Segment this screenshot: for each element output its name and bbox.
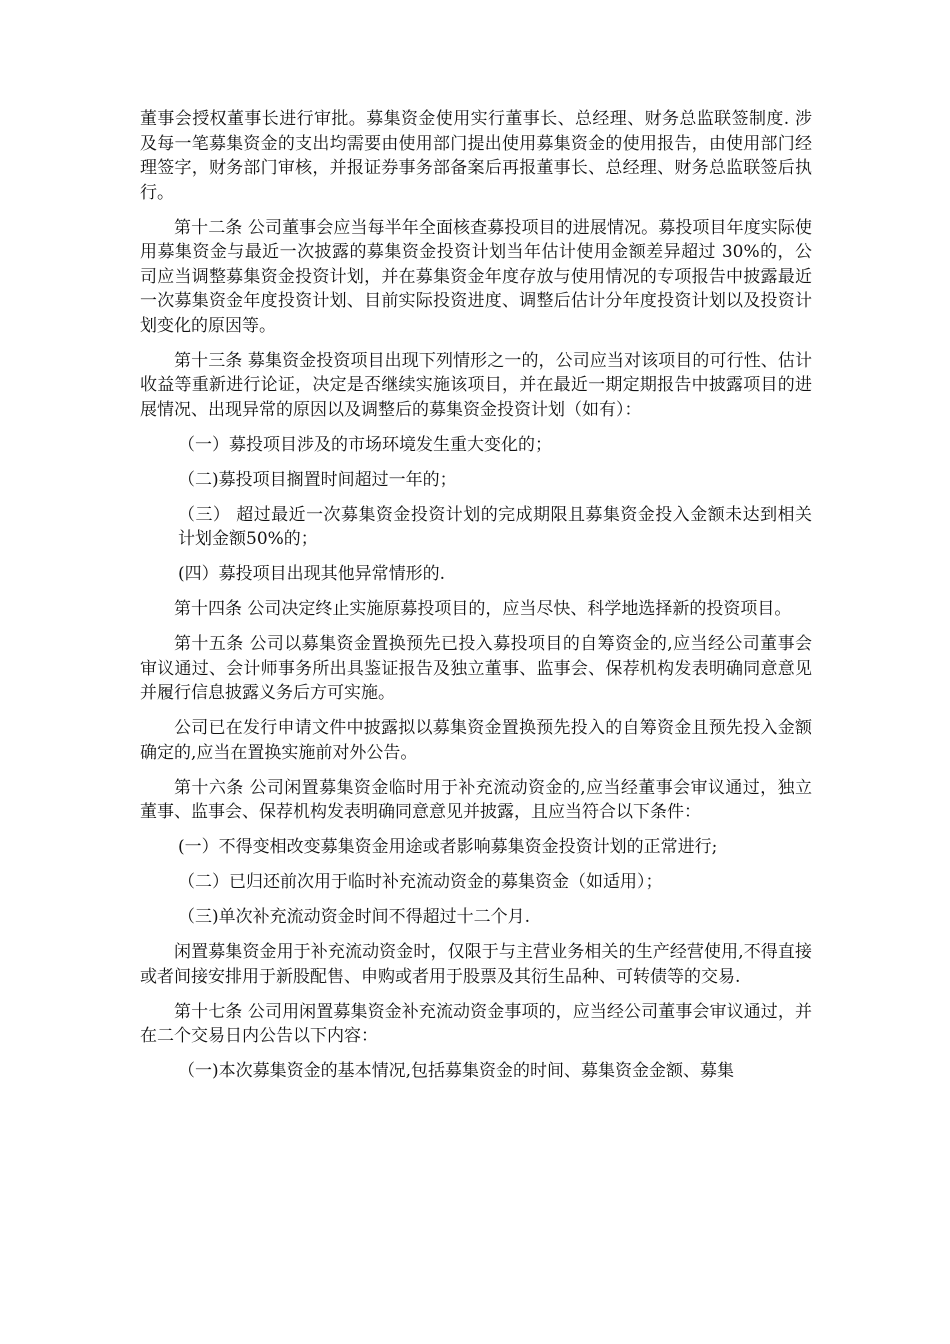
paragraph-article-16-restriction: 闲置募集资金用于补充流动资金时，仅限于与主营业务相关的生产经营使用,不得直接或者间接安排用于新股配售、申购或者用于股票及其衍生品种、可转债等的交易. [140, 942, 812, 987]
list-item-13-4: (四）募投项目出现其他异常情形的. [178, 564, 446, 584]
paragraph-article-14: 第十四条 公司决定终止实施原募投项目的，应当尽快、科学地选择新的投资项目。 [174, 599, 792, 619]
document-page [140, 107, 812, 1094]
paragraph-article-13: 第十三条 募集资金投资项目出现下列情形之一的，公司应当对该项目的可行性、估计收益等重新进行论证，决定是否继续实施该项目，并在最近一期定期报告中披露项目的进展情况、出现异常的原因以及调整后的募集资金投资计划（如有）： [140, 350, 812, 420]
paragraph-article-16: 第十六条 公司闲置募集资金临时用于补充流动资金的,应当经董事会审议通过，独立董事、监事会、保荐机构发表明确同意意见并披露，且应当符合以下条件： [140, 777, 812, 822]
list-item-16-1: (一）不得变相改变募集资金用途或者影响募集资金投资计划的正常进行; [178, 837, 718, 857]
paragraph-article-15-supplement: 公司已在发行申请文件中披露拟以募集资金置换预先投入的自筹资金且预先投入金额确定的,应当在置换实施前对外公告。 [140, 718, 812, 763]
list-item-13-1: （一）募投项目涉及的市场环境发生重大变化的； [178, 434, 552, 455]
list-item-13-3: （三） 超过最近一次募集资金投资计划的完成期限且募集资金投入金额未达到相关计划金额50%的； [178, 504, 812, 549]
paragraph-approval-procedure: 董事会授权董事长进行审批。募集资金使用实行董事长、总经理、财务总监联签制度. 涉及每一笔募集资金的支出均需要由使用部门提出使用募集资金的使用报告，由使用部门经理签字，财务部门审核，并报证券事务部备案后再报董事长、总经理、财务总监联签后执行。 [140, 109, 812, 203]
list-item-17-1: （一)本次募集资金的基本情况,包括募集资金的时间、募集资金金额、募集 [178, 1061, 735, 1081]
list-item-13-2: （二)募投项目搁置时间超过一年的； [178, 469, 457, 490]
paragraph-article-15: 第十五条 公司以募集资金置换预先已投入募投项目的自筹资金的,应当经公司董事会审议通过、会计师事务所出具鉴证报告及独立董事、监事会、保荐机构发表明确同意意见并履行信息披露义务后方可实施。 [140, 634, 812, 703]
paragraph-article-12: 第十二条 公司董事会应当每半年全面核查募投项目的进展情况。募投项目年度实际使用募集资金与最近一次披露的募集资金投资计划当年估计使用金额差异超过 30%的，公司应当调整募集资金投资计划，并在募集资金年度存放与使用情况的专项报告中披露最近一次募集资金年度投资计划、目前实际投资进度、调整后估计分年度投资计划以及投资计划变化的原因等。 [140, 217, 812, 336]
list-item-16-2: （二）已归还前次用于临时补充流动资金的募集资金（如适用）； [178, 872, 663, 892]
list-item-16-3: （三)单次补充流动资金时间不得超过十二个月. [178, 907, 531, 927]
paragraph-article-17: 第十七条 公司用闲置募集资金补充流动资金事项的，应当经公司董事会审议通过，并在二个交易日内公告以下内容： [140, 1001, 812, 1046]
